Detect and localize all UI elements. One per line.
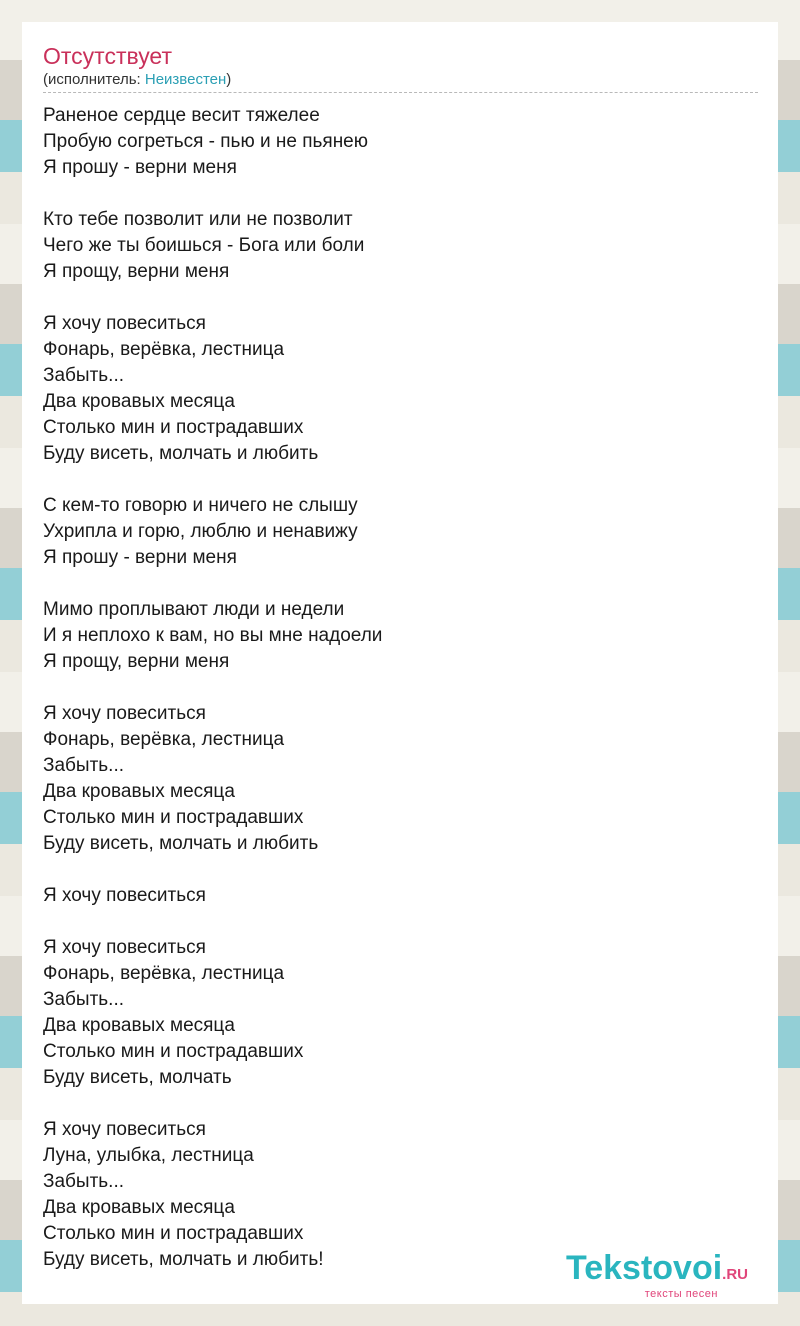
artist-suffix: ) <box>226 71 232 88</box>
lyrics-line: Забыть... <box>43 989 125 1010</box>
lyrics-line: И я неплохо к вам, но вы мне надоели <box>43 625 383 646</box>
lyrics-line: Я хочу повеситься <box>43 937 206 958</box>
lyrics-line: Фонарь, верёвка, лестница <box>43 963 285 984</box>
artist-prefix: (исполнитель: <box>43 71 145 88</box>
lyrics-line: Буду висеть, молчать и любить! <box>43 1249 324 1270</box>
lyrics-line: Кто тебе позволит или не позволит <box>43 209 353 230</box>
lyrics-line: Я прощу, верни меня <box>43 261 230 282</box>
artist-line <box>43 70 758 93</box>
lyrics-line: Буду висеть, молчать и любить <box>43 833 319 854</box>
artist-link[interactable]: Неизвестен <box>144 71 227 88</box>
song-title: Отсутствует <box>43 43 172 69</box>
lyrics-line: Фонарь, верёвка, лестница <box>43 339 285 360</box>
lyrics-line: Чего же ты боишься - Бога или боли <box>43 235 365 256</box>
lyrics-line: Столько мин и пострадавших <box>43 1041 304 1062</box>
lyrics-stanza <box>43 883 758 909</box>
lyrics-line: Столько мин и пострадавших <box>43 807 304 828</box>
lyrics-line: Буду висеть, молчать и любить <box>43 443 319 464</box>
lyrics-line: Забыть... <box>43 755 125 776</box>
lyrics-line: Я хочу повеситься <box>43 703 206 724</box>
site-logo[interactable] <box>566 1251 748 1300</box>
lyrics-line: Мимо проплывают люди и недели <box>43 599 345 620</box>
lyrics-line: Луна, улыбка, лестница <box>43 1145 254 1166</box>
lyrics-stanza <box>43 935 758 1091</box>
lyrics-line: Буду висеть, молчать <box>43 1067 232 1088</box>
lyrics-line: С кем-то говорю и ничего не слышу <box>43 495 358 516</box>
lyrics-line: Два кровавых месяца <box>43 1197 235 1218</box>
lyrics-line: Я прощу, верни меня <box>43 651 230 672</box>
lyrics-line: Два кровавых месяца <box>43 391 235 412</box>
lyrics-line: Два кровавых месяца <box>43 1015 235 1036</box>
logo-tagline: тексты песен <box>644 1288 718 1300</box>
lyrics-line: Забыть... <box>43 1171 125 1192</box>
lyrics-stanza <box>43 701 758 857</box>
lyrics-line: Пробую согреться - пью и не пьянею <box>43 131 369 152</box>
lyrics-line: Я прошу - верни меня <box>43 547 237 568</box>
lyrics-line: Я хочу повеситься <box>43 313 206 334</box>
lyrics-line: Фонарь, верёвка, лестница <box>43 729 285 750</box>
lyrics-line: Я хочу повеситься <box>43 885 206 906</box>
lyrics-line: Я прошу - верни меня <box>43 157 237 178</box>
logo-tld: .RU <box>722 1266 748 1283</box>
lyrics-body <box>43 103 758 1273</box>
lyrics-line: Столько мин и пострадавших <box>43 417 304 438</box>
lyrics-line: Забыть... <box>43 365 125 386</box>
lyrics-stanza <box>43 493 758 571</box>
lyrics-card <box>22 22 778 1304</box>
lyrics-line: Я хочу повеситься <box>43 1119 206 1140</box>
lyrics-stanza <box>43 207 758 285</box>
lyrics-stanza <box>43 597 758 675</box>
lyrics-stanza <box>43 103 758 181</box>
lyrics-line: Ухрипла и горю, люблю и ненавижу <box>43 521 358 542</box>
lyrics-line: Два кровавых месяца <box>43 781 235 802</box>
lyrics-stanza <box>43 311 758 467</box>
lyrics-line: Столько мин и пострадавших <box>43 1223 304 1244</box>
logo-name: Tekstovoi <box>565 1249 723 1287</box>
lyrics-line: Раненое сердце весит тяжелее <box>43 105 320 126</box>
